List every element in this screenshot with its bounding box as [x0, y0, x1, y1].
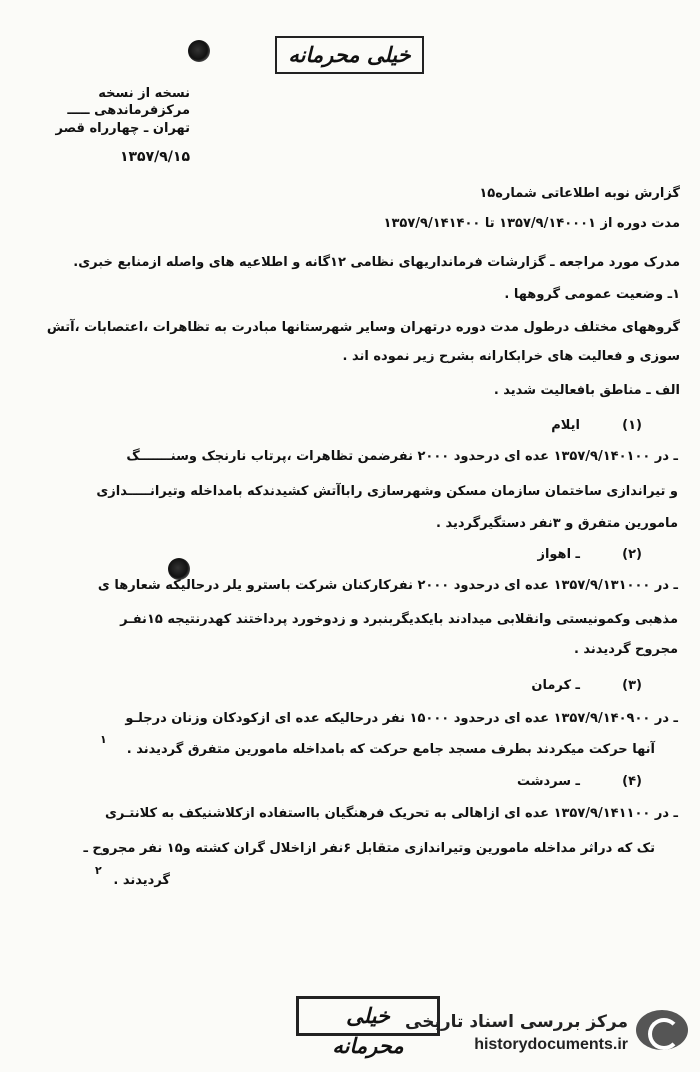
item-1-line-3: مامورین متفرق و ۳نفر دستگیرگردید .: [436, 516, 678, 531]
classification-stamp-bottom: خیلی محرمانه: [296, 996, 440, 1036]
archive-name: مرکز بررسی اسناد تاریخی: [405, 1012, 628, 1032]
item-1-line-2: و تیراندازی ساختمان سازمان مسکن وشهرسازی راباآتش کشیدندکه بامداخله وتیرانـــــدازی: [96, 484, 678, 499]
item-3-place: ـ کرمان: [531, 678, 580, 693]
item-4-number: (۴): [622, 774, 642, 789]
punch-hole-top: [188, 40, 210, 62]
section-1-title: ۱ـ وضعیت عمومی گروهها .: [504, 287, 680, 302]
archive-logo-icon: [636, 1010, 688, 1050]
item-3-number: (۳): [622, 678, 642, 693]
document-date: ۱۳۵۷/۹/۱۵: [119, 149, 190, 165]
item-4-line-3: گردیدند .: [113, 873, 170, 888]
item-4-line-2: تک که دراثر مداخله مامورین وتیراندازی متقابل ۶نفر ازاخلال گران کشته و۱۵ نفر مجروح ـ: [83, 841, 655, 856]
command-name: مرکزفرماندهی ـــــ: [67, 103, 190, 118]
report-period: مدت دوره از ۱۳۵۷/۹/۱۴۰۰۰۱ تا ۱۳۵۷/۹/۱۴۱۴۰۰: [383, 216, 680, 231]
item-2-line-3: مجروح گردیدند .: [573, 642, 678, 657]
report-reference: مدرک مورد مراجعه ـ گزارشات فرمانداریهای نظامی ۱۲گانه و اطلاعیه های واصله ازمنابع خبری.: [73, 255, 680, 270]
item-1-place: ایلام: [551, 418, 580, 433]
item-4-line-1: ـ در ۱۳۵۷/۹/۱۴۱۱۰۰ عده ای ازاهالی به تحریک فرهنگیان بااستفاده ازکلاشنیکف به کلانتـری: [104, 806, 678, 821]
item-4-footnote: ۲: [95, 864, 102, 877]
classification-stamp-top: خیلی محرمانه: [275, 36, 424, 74]
intro-line-1: گروههای مختلف درطول مدت دوره درتهران وسایر شهرستانها مبادرت به تظاهرات ،اعتصابات ،آتش: [46, 320, 680, 335]
item-3-footnote: ۱: [100, 733, 107, 746]
item-1-number: (۱): [622, 418, 642, 433]
item-2-line-2: مذهبی وکمونیستی وانقلابی میدادند بایکدیگربنبرد و زدوخورد پرداختند کهدرنتیجه ۱۵نفـر: [120, 612, 678, 627]
copy-label: نسخه از نسخه: [98, 86, 190, 101]
subsection-a: الف ـ مناطق بافعالیت شدید .: [493, 383, 680, 398]
address: تهران ـ چهارراه قصر: [55, 121, 190, 136]
punch-hole-middle: [168, 558, 190, 580]
item-2-line-1: ـ در ۱۳۵۷/۹/۱۳۱۰۰۰ عده ای درحدود ۲۰۰۰ نفرکارکنان شرکت باسترو یلر درحالیکه شعارها ی: [97, 578, 678, 593]
item-2-number: (۲): [622, 547, 642, 562]
item-2-place: ـ اهواز: [537, 547, 580, 562]
item-4-place: ـ سردشت: [516, 774, 580, 789]
report-title: گزارش نوبه اطلاعاتی شماره۱۵: [479, 186, 680, 201]
archive-website[interactable]: historydocuments.ir: [474, 1036, 628, 1053]
intro-line-2: سوزی و فعالیت های خرابکارانه بشرح زیر نموده اند .: [342, 349, 680, 364]
item-1-line-1: ـ در ۱۳۵۷/۹/۱۴۰۱۰۰ عده ای درحدود ۲۰۰۰ نفرضمن تظاهرات ،پرتاب نارنجک وسنـــــــگ: [126, 449, 678, 464]
item-3-line-2: آنها حرکت میکردند بطرف مسجد جامع حرکت که بامداخله مامورین متفرق گردیدند .: [126, 742, 655, 757]
item-3-line-1: ـ در ۱۳۵۷/۹/۱۴۰۹۰۰ عده ای درحدود ۱۵۰۰۰ نفر درحالیکه عده ای ازکودکان وزنان درجلـو: [125, 711, 678, 726]
